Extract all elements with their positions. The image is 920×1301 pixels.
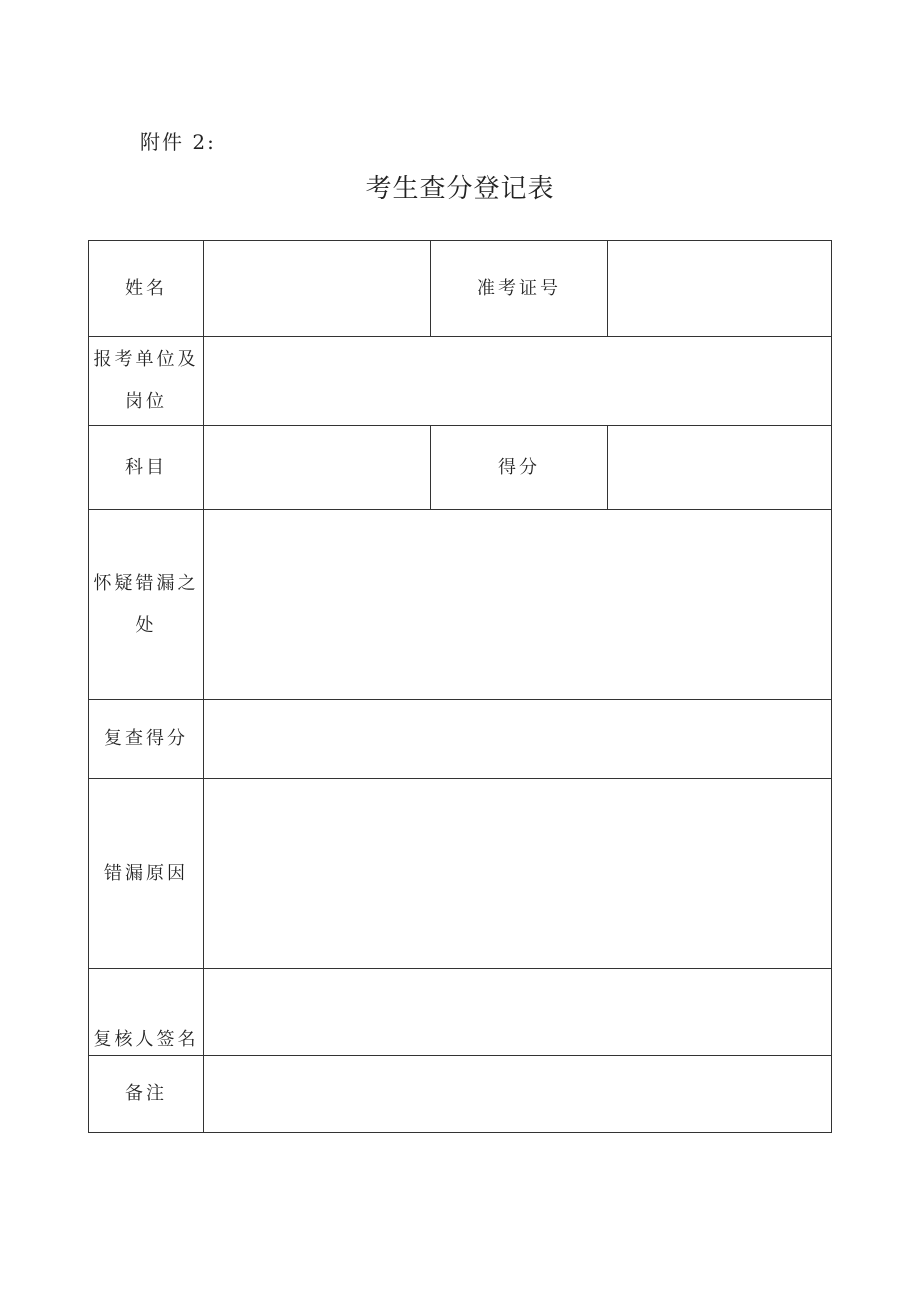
unit-position-field[interactable]	[204, 337, 832, 426]
score-field[interactable]	[608, 426, 832, 510]
suspected-errors-field[interactable]	[204, 510, 832, 700]
exam-id-field[interactable]	[608, 241, 832, 337]
remarks-field[interactable]	[204, 1056, 832, 1133]
row-error-reason	[89, 779, 832, 969]
reviewer-signature-field[interactable]	[204, 969, 832, 1056]
name-label: 姓名	[89, 241, 204, 337]
remarks-label: 备注	[89, 1056, 204, 1133]
subject-field[interactable]	[204, 426, 431, 510]
subject-label: 科目	[89, 426, 204, 510]
suspected-errors-label: 怀疑错漏之处	[89, 510, 204, 700]
rechecked-score-field[interactable]	[204, 700, 832, 779]
row-reviewer-signature	[89, 969, 832, 1056]
rechecked-score-label: 复查得分	[89, 700, 204, 779]
attachment-label: 附件 2:	[140, 130, 216, 154]
reviewer-signature-label: 复核人签名	[89, 969, 204, 1056]
row-remarks	[89, 1056, 832, 1133]
row-unit-position	[89, 337, 832, 426]
row-suspected-errors	[89, 510, 832, 700]
unit-position-label: 报考单位及岗位	[89, 337, 204, 426]
error-reason-field[interactable]	[204, 779, 832, 969]
row-subject	[89, 426, 832, 510]
page-title: 考生查分登记表	[365, 174, 555, 204]
score-inquiry-form	[88, 240, 832, 1133]
name-field[interactable]	[204, 241, 431, 337]
error-reason-label: 错漏原因	[89, 779, 204, 969]
exam-id-label: 准考证号	[431, 241, 608, 337]
row-name	[89, 241, 832, 337]
score-label: 得分	[431, 426, 608, 510]
row-rechecked-score	[89, 700, 832, 779]
